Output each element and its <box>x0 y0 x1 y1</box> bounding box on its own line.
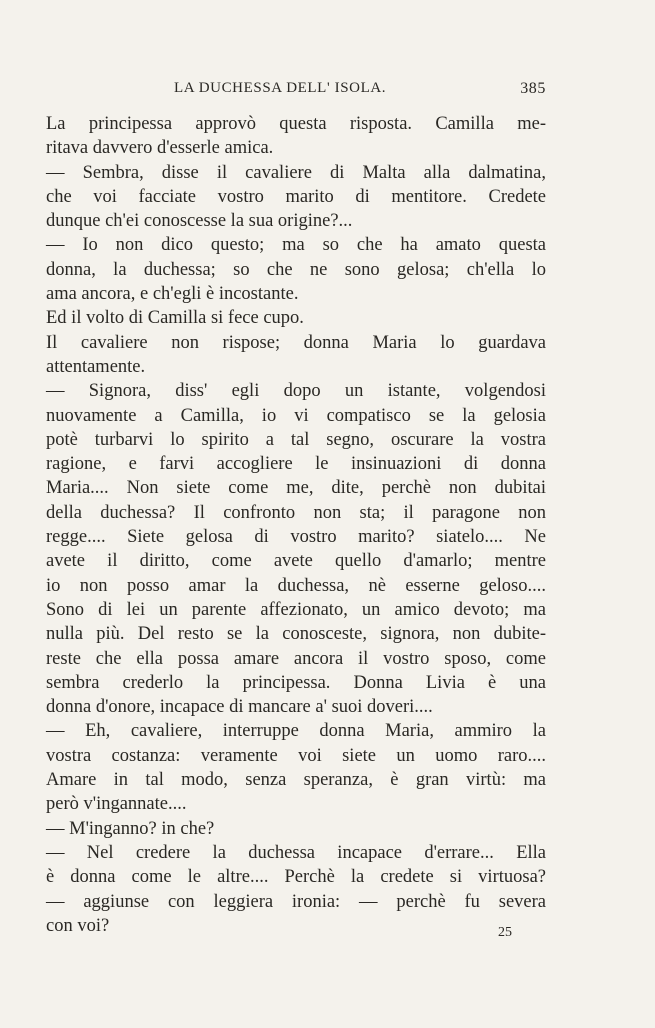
text-line: donna d'onore, incapace di mancare a' suoi doveri.... <box>46 697 433 718</box>
text-line: io non posso amar la duchessa, nè esserne geloso.... <box>46 575 546 596</box>
text-line: avete il diritto, come avete quello d'amarlo; mentre <box>46 551 546 572</box>
text-line: nulla più. Del resto se la conosceste, signora, non dubite- <box>46 624 546 645</box>
text-line: potè turbarvi lo spirito a tal segno, oscurare la vostra <box>46 429 546 450</box>
text-line: che voi facciate vostro marito di mentitore. Credete <box>46 186 546 207</box>
text-line: — Sembra, disse il cavaliere di Malta alla dalmatina, <box>46 162 546 183</box>
text-line: donna, la duchessa; so che ne sono gelosa; ch'ella lo <box>46 259 546 280</box>
page-number: 385 <box>520 80 546 97</box>
text-line: con voi? <box>46 915 110 936</box>
text-line: però v'ingannate.... <box>46 794 187 815</box>
text-line: Il cavaliere non rispose; donna Maria lo guardava <box>46 332 546 353</box>
gathering-signature: 25 <box>498 925 512 940</box>
text-line: dunque ch'ei conoscesse la sua origine?... <box>46 211 353 232</box>
text-line: — M'inganno? in che? <box>46 818 215 839</box>
running-head <box>46 80 546 106</box>
running-title: LA DUCHESSA DELL' ISOLA. <box>174 80 387 96</box>
text-line: Ed il volto di Camilla si fece cupo. <box>46 308 304 329</box>
text-line: Amare in tal modo, senza speranza, è gran virtù: ma <box>46 770 546 791</box>
text-line: è donna come le altre.... Perchè la credete si virtuosa? <box>46 867 546 888</box>
text-line: ama ancora, e ch'egli è incostante. <box>46 284 299 305</box>
text-line: — aggiunse con leggiera ironia: — perchè fu severa <box>46 891 546 912</box>
text-line: ritava davvero d'esserle amica. <box>46 138 274 159</box>
text-line: — Eh, cavaliere, interruppe donna Maria, ammiro la <box>46 721 546 742</box>
body-text <box>46 112 546 938</box>
text-line: sembra crederlo la principessa. Donna Livia è una <box>46 672 546 693</box>
text-line: nuovamente a Camilla, io vi compatisco se la gelosia <box>46 405 546 426</box>
text-line: Maria.... Non siete come me, dite, perchè non dubitai <box>46 478 546 499</box>
text-line: — Io non dico questo; ma so che ha amato questa <box>46 235 546 256</box>
text-line: regge.... Siete gelosa di vostro marito? siatelo.... Ne <box>46 527 546 548</box>
text-line: — Nel credere la duchessa incapace d'errare... Ella <box>46 842 546 863</box>
text-line: vostra costanza: veramente voi siete un uomo raro.... <box>46 745 546 766</box>
text-line: ragione, e farvi accogliere le insinuazioni di donna <box>46 454 546 475</box>
text-line: reste che ella possa amare ancora il vostro sposo, come <box>46 648 546 669</box>
text-line: Sono di lei un parente affezionato, un amico devoto; ma <box>46 599 546 620</box>
text-line: — Signora, diss' egli dopo un istante, volgendosi <box>46 381 546 402</box>
text-line: La principessa approvò questa risposta. Camilla me- <box>46 114 546 134</box>
text-line: della duchessa? Il confronto non sta; il paragone non <box>46 502 546 523</box>
text-line: attentamente. <box>46 356 146 377</box>
